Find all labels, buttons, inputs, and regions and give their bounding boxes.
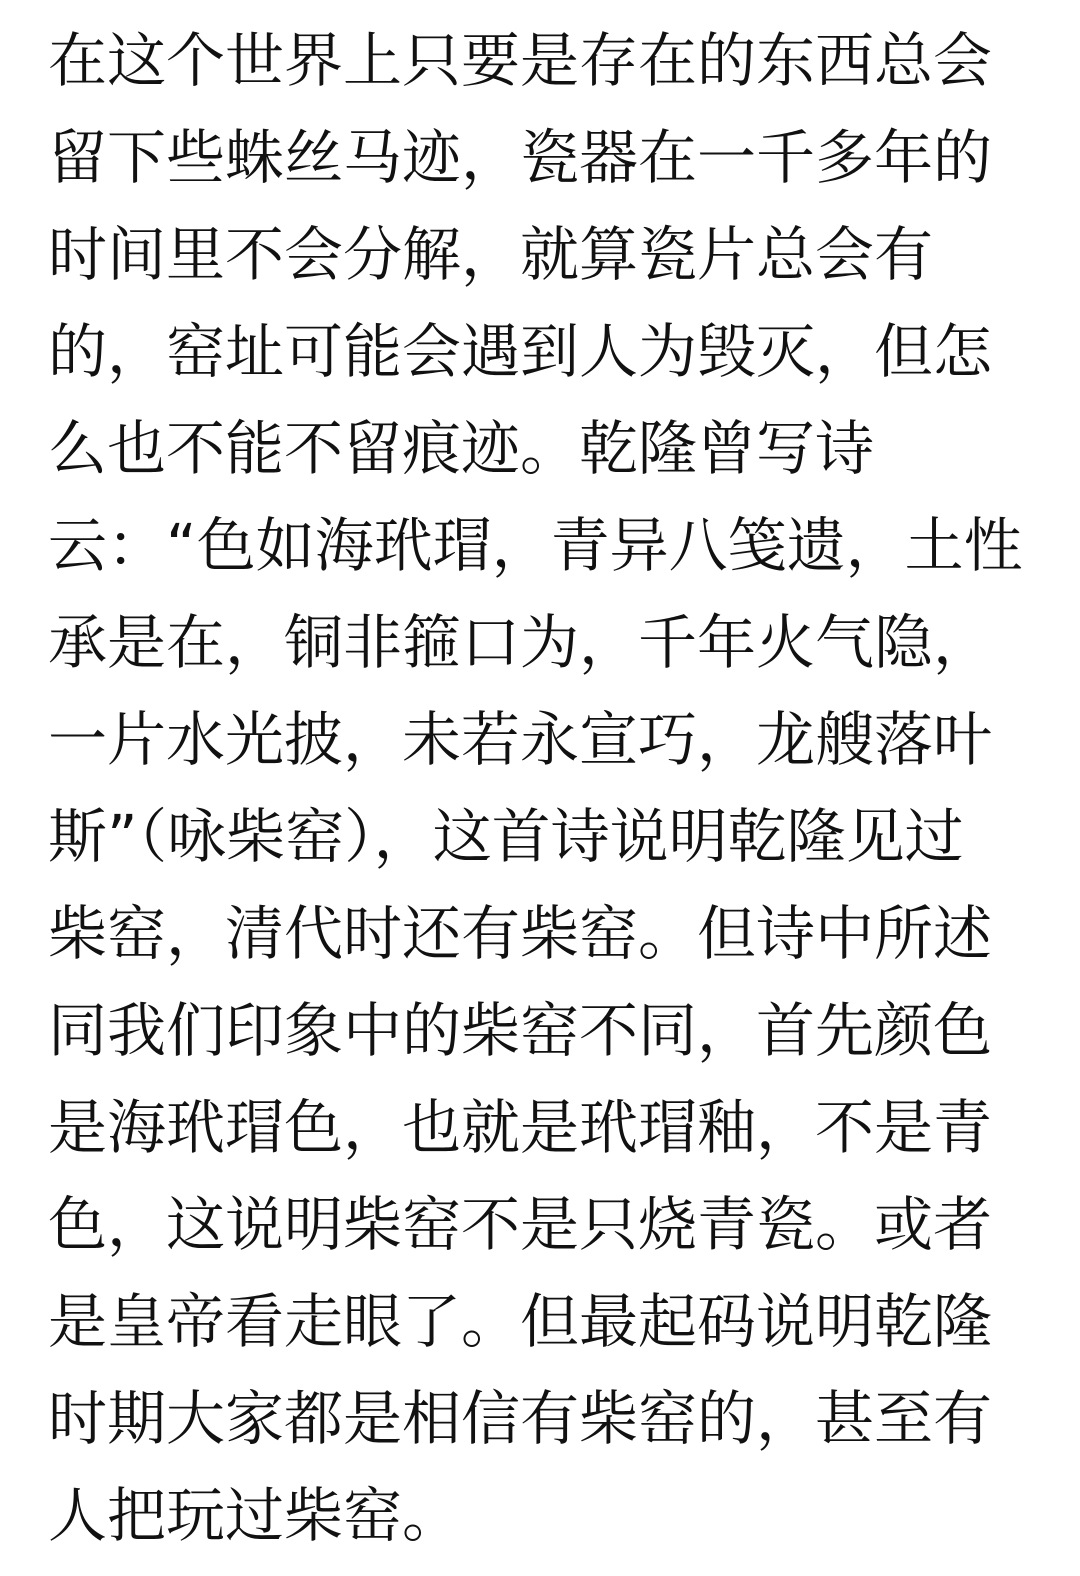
text-line: 斯”（咏柴窑），这首诗说明乾隆见过 [48, 802, 964, 871]
text-line: 么也不能不留痕迹。乾隆曾写诗 [48, 414, 875, 483]
text-line: 的，窑址可能会遇到人为毁灭，但怎 [48, 317, 993, 386]
text-line: 人把玩过柴窑。 [48, 1481, 462, 1550]
text-line: 在这个世界上只要是存在的东西总会 [48, 26, 993, 95]
text-line: 时间里不会分解，就算瓷片总会有 [48, 220, 934, 289]
text-line: 云：“色如海玳瑁，青异八笺遗，土性 [48, 511, 1023, 580]
text-line: 是皇帝看走眼了。但最起码说明乾隆 [48, 1287, 993, 1356]
text-line: 是海玳瑁色，也就是玳瑁釉，不是青 [48, 1093, 993, 1162]
text-line: 柴窑，清代时还有柴窑。但诗中所述 [48, 899, 993, 968]
article-text [48, 22, 1048, 1574]
text-line: 承是在，铜非箍口为，千年火气隐， [48, 608, 993, 677]
text-line: 时期大家都是相信有柴窑的，甚至有 [48, 1384, 993, 1453]
text-line: 留下些蛛丝马迹，瓷器在一千多年的 [48, 123, 993, 192]
text-line: 色，这说明柴窑不是只烧青瓷。或者 [48, 1190, 993, 1259]
text-line: 一片水光披，未若永宣巧，龙艘落叶 [48, 705, 993, 774]
text-line: 同我们印象中的柴窑不同，首先颜色 [48, 996, 993, 1065]
